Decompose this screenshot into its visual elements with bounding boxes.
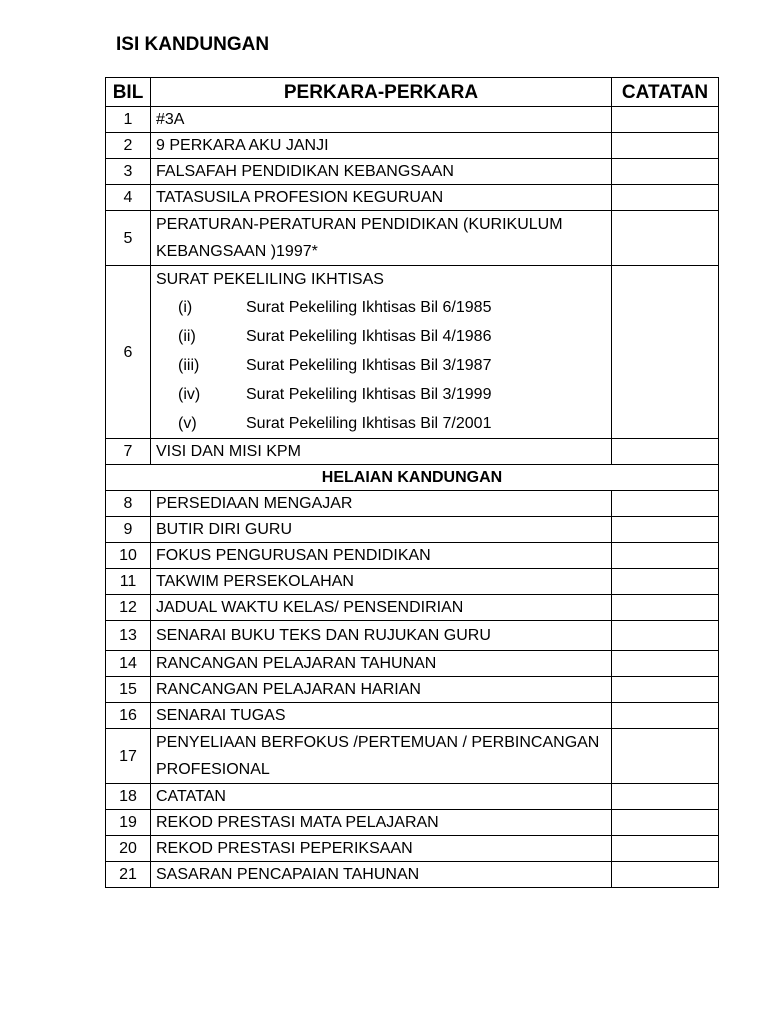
row-number: 13 bbox=[106, 621, 151, 651]
row-number: 17 bbox=[106, 729, 151, 784]
row-item: CATATAN bbox=[151, 784, 612, 810]
row-item-circulars bbox=[151, 266, 612, 439]
row-item: RANCANGAN PELAJARAN TAHUNAN bbox=[151, 651, 612, 677]
table-row bbox=[106, 810, 719, 836]
circular-numeral: (ii) bbox=[178, 328, 196, 345]
row-item: TATASUSILA PROFESION KEGURUAN bbox=[151, 185, 612, 211]
row-item: SASARAN PENCAPAIAN TAHUNAN bbox=[151, 862, 612, 888]
row-note-cell bbox=[612, 543, 719, 569]
row-note-cell bbox=[612, 621, 719, 651]
row-note-cell bbox=[612, 703, 719, 729]
row-item: PENYELIAAN BERFOKUS /PERTEMUAN / PERBINCANGAN PROFESIONAL bbox=[151, 729, 612, 784]
row-number: 6 bbox=[106, 266, 151, 439]
row-note-cell bbox=[612, 729, 719, 784]
section-row bbox=[106, 465, 719, 491]
row-number: 21 bbox=[106, 862, 151, 888]
row-item: BUTIR DIRI GURU bbox=[151, 517, 612, 543]
row-number: 11 bbox=[106, 569, 151, 595]
row-item: TAKWIM PERSEKOLAHAN bbox=[151, 569, 612, 595]
circular-item bbox=[156, 380, 611, 409]
row-number: 10 bbox=[106, 543, 151, 569]
row-note-cell bbox=[612, 862, 719, 888]
row-note-cell bbox=[612, 784, 719, 810]
row-number: 8 bbox=[106, 491, 151, 517]
table-row bbox=[106, 211, 719, 266]
table-row bbox=[106, 133, 719, 159]
row-number: 7 bbox=[106, 439, 151, 465]
header-perkara: PERKARA-PERKARA bbox=[151, 78, 612, 107]
row-note-cell bbox=[612, 651, 719, 677]
circular-text: Surat Pekeliling Ikhtisas Bil 7/2001 bbox=[246, 415, 492, 432]
row-number: 16 bbox=[106, 703, 151, 729]
page-title: ISI KANDUNGAN bbox=[116, 34, 270, 55]
table-row bbox=[106, 543, 719, 569]
table-row bbox=[106, 862, 719, 888]
row-item: REKOD PRESTASI MATA PELAJARAN bbox=[151, 810, 612, 836]
row-note-cell bbox=[612, 677, 719, 703]
row-note-cell bbox=[612, 211, 719, 266]
table-row bbox=[106, 703, 719, 729]
row-item: FOKUS PENGURUSAN PENDIDIKAN bbox=[151, 543, 612, 569]
table-row bbox=[106, 439, 719, 465]
row-item: SENARAI BUKU TEKS DAN RUJUKAN GURU bbox=[151, 621, 612, 651]
row-item: RANCANGAN PELAJARAN HARIAN bbox=[151, 677, 612, 703]
table-row bbox=[106, 651, 719, 677]
table-row bbox=[106, 836, 719, 862]
section-title: HELAIAN KANDUNGAN bbox=[106, 465, 719, 491]
row-number: 12 bbox=[106, 595, 151, 621]
row-number: 18 bbox=[106, 784, 151, 810]
row-note-cell bbox=[612, 569, 719, 595]
table-row bbox=[106, 677, 719, 703]
row-item: REKOD PRESTASI PEPERIKSAAN bbox=[151, 836, 612, 862]
row-note-cell bbox=[612, 491, 719, 517]
row-note-cell bbox=[612, 185, 719, 211]
row-item: PERATURAN-PERATURAN PENDIDIKAN (KURIKULUM KEBANGSAAN )1997* bbox=[151, 211, 612, 266]
row-item: JADUAL WAKTU KELAS/ PENSENDIRIAN bbox=[151, 595, 612, 621]
circular-text: Surat Pekeliling Ikhtisas Bil 3/1999 bbox=[246, 386, 492, 403]
circular-numeral: (i) bbox=[178, 299, 193, 316]
row-note-cell bbox=[612, 517, 719, 543]
circular-item bbox=[156, 351, 611, 380]
circular-item bbox=[156, 322, 611, 351]
row-item: PERSEDIAAN MENGAJAR bbox=[151, 491, 612, 517]
table-row bbox=[106, 185, 719, 211]
circular-text: Surat Pekeliling Ikhtisas Bil 4/1986 bbox=[246, 328, 492, 345]
table-row bbox=[106, 107, 719, 133]
row-number: 20 bbox=[106, 836, 151, 862]
row-number: 19 bbox=[106, 810, 151, 836]
circular-numeral: (v) bbox=[178, 415, 197, 432]
contents-table bbox=[105, 77, 719, 888]
row-note-cell bbox=[612, 159, 719, 185]
row-number: 2 bbox=[106, 133, 151, 159]
row-item: 9 PERKARA AKU JANJI bbox=[151, 133, 612, 159]
row-item: VISI DAN MISI KPM bbox=[151, 439, 612, 465]
table-row bbox=[106, 491, 719, 517]
row-number: 14 bbox=[106, 651, 151, 677]
row-number: 9 bbox=[106, 517, 151, 543]
row-number: 3 bbox=[106, 159, 151, 185]
row-note-cell bbox=[612, 836, 719, 862]
table-row bbox=[106, 621, 719, 651]
circular-numeral: (iii) bbox=[178, 357, 200, 374]
row-note-cell bbox=[612, 810, 719, 836]
header-bil: BIL bbox=[106, 78, 151, 107]
row-note-cell bbox=[612, 107, 719, 133]
table-row bbox=[106, 266, 719, 439]
table-row bbox=[106, 729, 719, 784]
row-item: #3A bbox=[151, 107, 612, 133]
row-note-cell bbox=[612, 133, 719, 159]
circular-numeral: (iv) bbox=[178, 386, 201, 403]
row-number: 1 bbox=[106, 107, 151, 133]
circular-text: Surat Pekeliling Ikhtisas Bil 3/1987 bbox=[246, 357, 492, 374]
row-note-cell bbox=[612, 266, 719, 439]
circular-text: Surat Pekeliling Ikhtisas Bil 6/1985 bbox=[246, 299, 492, 316]
row-item: FALSAFAH PENDIDIKAN KEBANGSAAN bbox=[151, 159, 612, 185]
row-number: 5 bbox=[106, 211, 151, 266]
row-item: SENARAI TUGAS bbox=[151, 703, 612, 729]
table-row bbox=[106, 569, 719, 595]
table-row bbox=[106, 159, 719, 185]
table-row bbox=[106, 517, 719, 543]
table-row bbox=[106, 595, 719, 621]
circular-item bbox=[156, 293, 611, 322]
row-note-cell bbox=[612, 439, 719, 465]
row-number: 15 bbox=[106, 677, 151, 703]
header-catatan: CATATAN bbox=[612, 78, 719, 107]
row-number: 4 bbox=[106, 185, 151, 211]
circular-item bbox=[156, 409, 611, 438]
table-row bbox=[106, 784, 719, 810]
row-note-cell bbox=[612, 595, 719, 621]
circulars-heading: SURAT PEKELILING IKHTISAS bbox=[156, 271, 384, 288]
